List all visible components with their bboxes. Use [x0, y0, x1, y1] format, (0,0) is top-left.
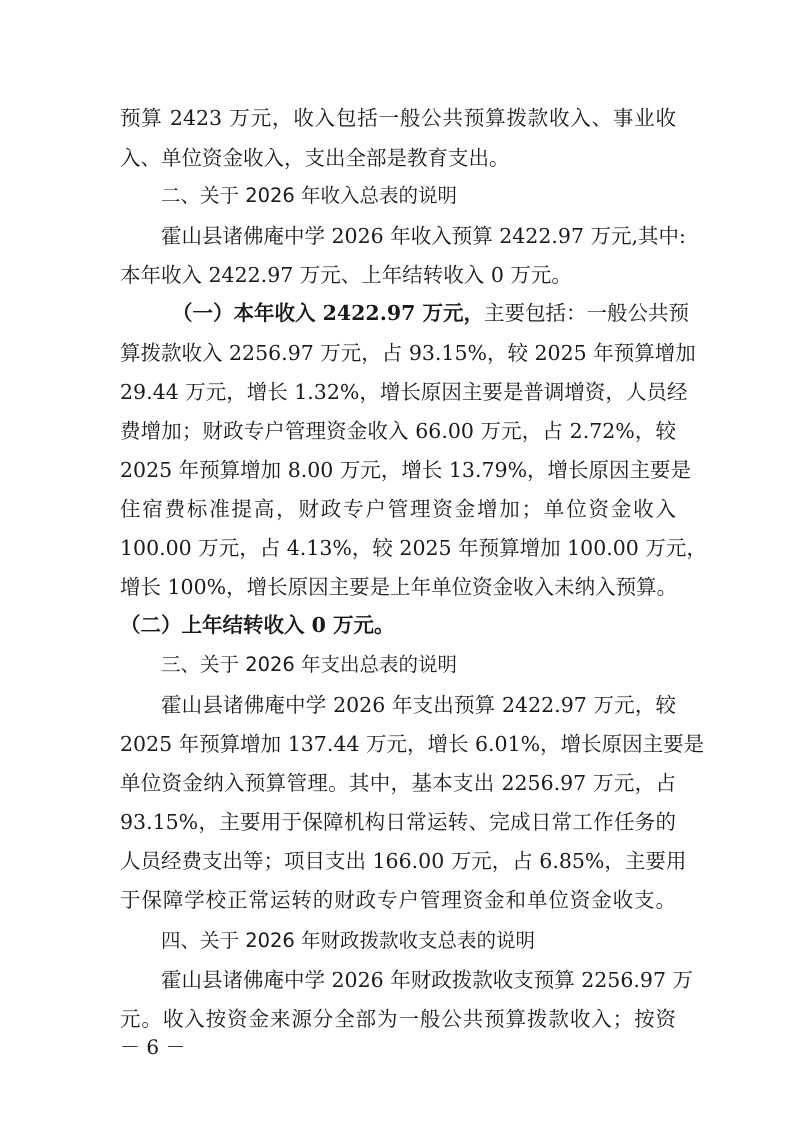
body-line: 单位资金纳入预算管理。其中，基本支出 2256.97 万元，占	[120, 771, 676, 795]
body-line: 入、单位资金收入，支出全部是教育支出。	[120, 146, 510, 170]
body-line: 住宿费标准提高，财政专户管理资金增加；单位资金收入	[120, 497, 676, 521]
body-line: 人员经费支出等；项目支出 166.00 万元，占 6.85%，主要用	[120, 849, 687, 873]
page-number: － 6 －	[120, 1035, 186, 1059]
body-line: 2025 年预算增加 8.00 万元，增长 13.79%，增长原因主要是	[120, 458, 692, 482]
body-line: 霍山县诸佛庵中学 2026 年收入预算 2422.97 万元,其中:	[161, 224, 686, 248]
body-line	[120, 298, 689, 328]
body-line: 29.44 万元，增长 1.32%，增长原因主要是普调增资，人员经	[120, 380, 688, 404]
subheading-current-year-income: （一）本年收入 2422.97 万元，	[172, 301, 484, 325]
body-line: 霍山县诸佛庵中学 2026 年财政拨款收支预算 2256.97 万	[161, 968, 694, 992]
body-line: 本年收入 2422.97 万元、上年结转收入 0 万元。	[120, 263, 572, 287]
body-line: 元。收入按资金来源分全部为一般公共预算拨款收入；按资	[120, 1007, 676, 1031]
subheading-carryover-income: （二）上年结转收入 0 万元。	[120, 613, 395, 637]
body-line: 霍山县诸佛庵中学 2026 年支出预算 2422.97 万元，较	[161, 693, 676, 717]
section-heading-expenditure-summary: 三、关于 2026 年支出总表的说明	[161, 653, 458, 676]
section-heading-income-summary: 二、关于 2026 年收入总表的说明	[161, 184, 458, 207]
body-line: 93.15%，主要用于保障机构日常运转、完成日常工作任务的	[120, 810, 676, 834]
section-heading-fiscal-allocation-summary: 四、关于 2026 年财政拨款收支总表的说明	[161, 929, 536, 952]
body-line: 费增加；财政专户管理资金收入 66.00 万元，占 2.72%，较	[120, 419, 676, 443]
body-line: 100.00 万元，占 4.13%，较 2025 年预算增加 100.00 万元，	[120, 536, 707, 560]
body-text: 主要包括：一般公共预	[484, 301, 689, 325]
body-line: 预算 2423 万元，收入包括一般公共预算拨款收入、事业收	[120, 106, 676, 130]
body-line: 2025 年预算增加 137.44 万元，增长 6.01%，增长原因主要是	[120, 732, 705, 756]
body-line: 增长 100%，增长原因主要是上年单位资金收入未纳入预算。	[120, 575, 678, 599]
body-line: 于保障学校正常运转的财政专户管理资金和单位资金收支。	[120, 888, 676, 912]
body-line: 算拨款收入 2256.97 万元，占 93.15%，较 2025 年预算增加	[120, 341, 696, 365]
